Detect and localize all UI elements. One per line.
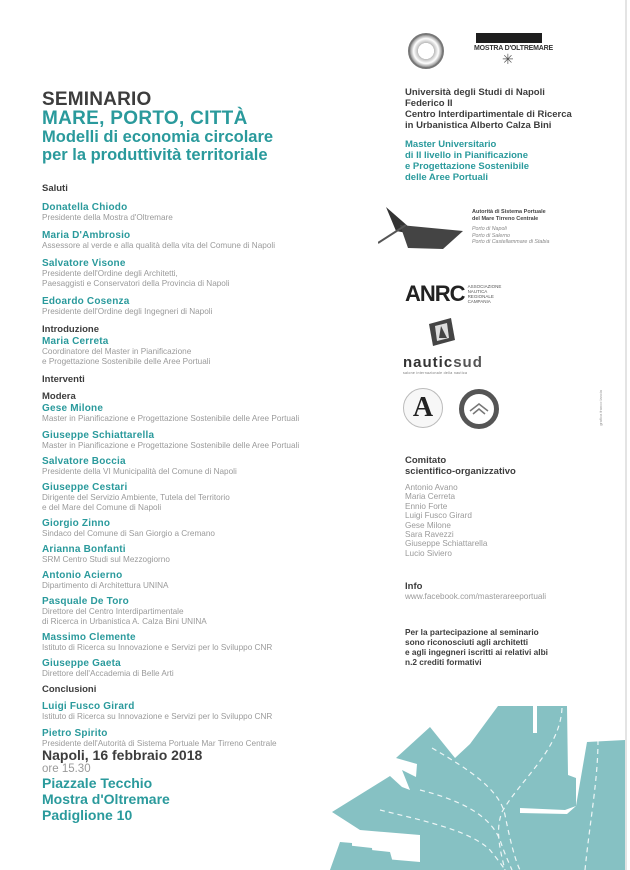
university-seal-logo	[408, 33, 444, 69]
committee-member: Lucio Siviero	[405, 548, 452, 558]
anrc-logo-subtext	[468, 284, 508, 304]
mountain-icon	[464, 394, 494, 424]
section-interventi: Interventi	[42, 374, 85, 385]
introduzione-list	[42, 336, 382, 367]
committee-member: Luigi Fusco Girard	[405, 511, 472, 521]
nauticsud-wordmark	[403, 354, 483, 371]
credits-line: e agli ingegneri iscritti ai relativi albi	[405, 647, 548, 657]
university-line: Centro Interdipartimentale di Ricerca	[405, 109, 572, 120]
event-place-line: Mostra d'Oltremare	[42, 791, 170, 807]
committee-member: Ennio Forte	[405, 501, 448, 511]
speaker-role: Presidente dell'Autorità di Sistema Portuale Mar Tirreno Centrale	[42, 739, 277, 748]
speaker-role: Istituto di Ricerca su Innovazione e Servizi per lo Sviluppo CNR	[42, 643, 273, 652]
port-authority-title: Autorità di Sistema Portuale	[472, 209, 546, 215]
speaker-role: e del Mare del Comune di Napoli	[42, 503, 162, 512]
sailboat-icon	[425, 318, 459, 348]
university-line: Federico II	[405, 98, 453, 109]
speaker-role: di Ricerca in Urbanistica A. Calza Bini UNINA	[42, 617, 207, 626]
anrc-subtext-line: ASSOCIAZIONE	[467, 284, 502, 289]
speaker-entry	[42, 230, 382, 251]
speaker-entry	[42, 482, 382, 513]
mostra-logo-text: MOSTRA D'OLTREMARE	[474, 45, 553, 52]
title-block	[42, 90, 273, 164]
seminar-subtitle-line: per la produttività territoriale	[42, 146, 268, 164]
speaker-name: Salvatore Boccia	[42, 456, 126, 467]
speaker-role: SRM Centro Studi sul Mezzogiorno	[42, 555, 170, 564]
conclusioni-list	[42, 701, 382, 749]
speaker-role: Master in Pianificazione e Progettazione Sostenibile delle Aree Portuali	[42, 441, 300, 450]
master-line: e Progettazione Sostenibile	[405, 161, 530, 172]
committee-member: Gese Milone	[405, 520, 451, 530]
nauticsud-logo	[403, 318, 483, 375]
event-time: ore 15.30	[42, 763, 91, 775]
section-conclusioni: Conclusioni	[42, 684, 97, 695]
speaker-role: Assessore al verde e alla qualità della vita del Comune di Napoli	[42, 241, 276, 250]
speaker-entry	[42, 570, 382, 591]
seminar-title: MARE, PORTO, CITTÀ	[42, 108, 248, 129]
speaker-name: Giuseppe Cestari	[42, 482, 128, 493]
port-name: Porto di Napoli	[472, 226, 507, 232]
speaker-role: Dipartimento di Architettura UNINA	[42, 581, 169, 590]
speaker-name: Luigi Fusco Girard	[42, 701, 135, 712]
anrc-subtext-line: CAMPANIA	[467, 299, 491, 304]
committee-member: Maria Cerreta	[405, 492, 456, 502]
ordine-ingegneri-logo	[459, 389, 499, 429]
credits-line: n.2 crediti formativi	[405, 657, 482, 667]
speaker-entry	[42, 430, 382, 451]
modera-label: Modera	[42, 391, 76, 402]
speaker-entry	[42, 296, 382, 317]
committee-title: Comitato	[405, 455, 447, 466]
nauticsud-word-a: nautic	[403, 354, 454, 371]
program	[42, 183, 382, 755]
section-introduzione: Introduzione	[42, 324, 99, 335]
anrc-logo	[405, 283, 508, 305]
speaker-entry	[42, 518, 382, 539]
seminar-subtitle-line: Modelli di economia circolare	[42, 128, 274, 146]
speaker-entry	[42, 701, 382, 722]
committee-member: Giuseppe Schiattarella	[405, 539, 488, 549]
port-authority-logo	[378, 205, 463, 250]
accademia-belle-arti-logo: A	[403, 388, 443, 428]
speaker-role: e Progettazione Sostenibile delle Aree Portuali	[42, 357, 211, 366]
speaker-name: Giuseppe Gaeta	[42, 658, 121, 669]
speaker-role: Coordinatore del Master in Pianificazione	[42, 347, 192, 356]
speaker-role: Paesaggisti e Conservatori della Provincia di Napoli	[42, 279, 230, 288]
speaker-name: Gese Milone	[42, 403, 104, 414]
master-line: Master Universitario	[405, 139, 497, 150]
speaker-entry	[42, 658, 382, 679]
speaker-name: Arianna Bonfanti	[42, 544, 126, 555]
master-line: delle Aree Portuali	[405, 172, 489, 183]
speaker-entry	[42, 596, 382, 627]
credits-line: sono riconosciuti agli architetti	[405, 637, 529, 647]
speaker-name: Salvatore Visone	[42, 258, 126, 269]
speaker-entry	[42, 456, 382, 477]
info-block	[405, 581, 605, 602]
port-authority-title: del Mare Tirreno Centrale	[472, 216, 539, 222]
speaker-role: Presidente dell'Ordine degli Ingegneri di Napoli	[42, 307, 213, 316]
nauticsud-tagline: salone internazionale della nautica	[403, 371, 468, 375]
port-name: Porto di Salerno	[472, 232, 510, 239]
speaker-entry	[42, 632, 382, 653]
speaker-name: Maria Cerreta	[42, 336, 109, 347]
moderator-entry	[42, 403, 382, 424]
event-date: Napoli, 16 febbraio 2018	[42, 747, 203, 763]
university-line: Università degli Studi di Napoli	[405, 87, 545, 98]
speaker-role: Master in Pianificazione e Progettazione Sostenibile delle Aree Portuali	[42, 414, 300, 423]
event-place-line: Padiglione 10	[42, 807, 133, 823]
master-line: di II livello in Pianificazione	[405, 150, 528, 161]
speaker-role: Direttore dell'Accademia di Belle Arti	[42, 669, 174, 678]
master-block	[405, 139, 605, 183]
committee-member: Antonio Avano	[405, 483, 458, 492]
university-line: in Urbanistica Alberto Calza Bini	[405, 120, 552, 131]
credits-note	[405, 627, 615, 667]
info-label: Info	[405, 581, 423, 592]
mostra-logo-bar	[476, 33, 542, 43]
anrc-logo-text: ANRC	[405, 281, 465, 306]
port-name: Porto di Castellammare di Stabia	[472, 239, 550, 245]
anrc-subtext-line: REGIONALE	[467, 294, 494, 299]
speaker-entry	[42, 544, 382, 565]
speaker-name: Pietro Spirito	[42, 728, 108, 739]
anrc-subtext-line: NAUTICA	[467, 289, 488, 294]
saluti-list	[42, 202, 382, 317]
committee-title: scientifico-organizzativo	[405, 465, 516, 477]
event-details	[42, 747, 202, 823]
committee-members	[405, 483, 605, 558]
interventi-list	[42, 430, 382, 679]
compass-star-icon: ✳	[502, 51, 514, 67]
speaker-role: Presidente della VI Municipalità del Comune di Napoli	[42, 467, 237, 476]
speaker-entry	[42, 202, 382, 223]
map-pier-lower	[330, 842, 395, 870]
speaker-role: Presidente della Mostra d'Oltremare	[42, 213, 173, 222]
event-place-line: Piazzale Tecchio	[42, 775, 153, 791]
speaker-role: Istituto di Ricerca su Innovazione e Servizi per lo Sviluppo CNR	[42, 712, 273, 721]
speaker-entry	[42, 728, 382, 749]
port-authority-text	[472, 209, 592, 246]
seminar-kicker: SEMINARIO	[42, 89, 152, 110]
speaker-role: Dirigente del Servizio Ambiente, Tutela del Territorio	[42, 493, 230, 502]
speaker-name: Edoardo Cosenza	[42, 296, 130, 307]
speaker-name: Antonio Acierno	[42, 570, 123, 581]
graphic-credit: grafica franco lancia	[598, 390, 603, 426]
speaker-entry	[42, 258, 382, 289]
mostra-oltremare-logo	[474, 33, 554, 66]
speaker-entry	[42, 336, 382, 367]
info-link[interactable]: www.facebook.com/masterareeportuali	[405, 592, 547, 601]
section-saluti: Saluti	[42, 183, 68, 194]
speaker-role: Direttore del Centro Interdipartimentale	[42, 607, 184, 616]
speaker-name: Giuseppe Schiattarella	[42, 430, 155, 441]
committee-block	[405, 456, 605, 558]
committee-member: Sara Ravezzi	[405, 530, 454, 540]
credits-line: Per la partecipazione al seminario	[405, 627, 539, 637]
speaker-name: Maria D'Ambrosio	[42, 230, 131, 241]
nauticsud-word-b: sud	[453, 354, 483, 371]
speaker-name: Massimo Clemente	[42, 632, 136, 643]
university-block	[405, 87, 605, 131]
speaker-name: Pasquale De Toro	[42, 596, 129, 607]
speaker-role: Sindaco del Comune di San Giorgio a Cremano	[42, 529, 215, 538]
speaker-name: Donatella Chiodo	[42, 202, 128, 213]
speaker-name: Giorgio Zinno	[42, 518, 111, 529]
speaker-role: Presidente dell'Ordine degli Architetti,	[42, 269, 178, 278]
